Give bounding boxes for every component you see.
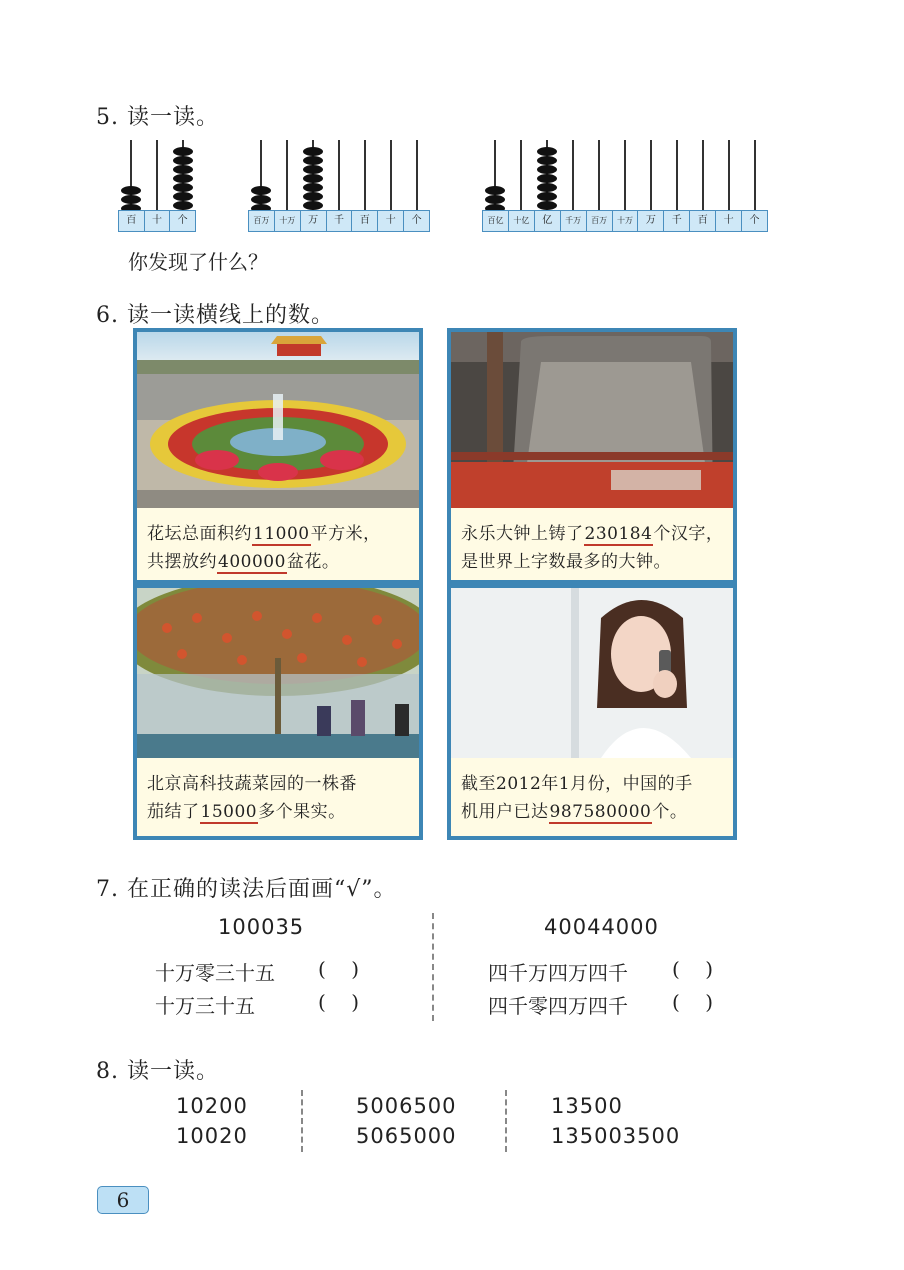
q8-col1-row1: 10200 — [176, 1094, 248, 1118]
q8-col1-row2: 10020 — [176, 1124, 248, 1148]
q8-title: 8. 读一读。 — [96, 1059, 219, 1084]
abacus-3-labels: 百亿 十亿 亿 千万 百万 十万 万 千 百 十 个 — [482, 210, 768, 232]
q6-title: 6. 读一读横线上的数。 — [96, 303, 334, 328]
q7-left-answer-2[interactable]: ( ) — [318, 990, 360, 1014]
card-flower-bed — [133, 328, 423, 584]
flower-bed-photo — [137, 332, 419, 508]
q7-left-option-2: 十万三十五 — [155, 994, 255, 1018]
abacus-1-labels: 百 十 个 — [118, 210, 196, 232]
page-number: 6 — [97, 1186, 149, 1214]
q7-right-option-1: 四千万四万四千 — [488, 961, 628, 985]
abacus-3 — [482, 140, 766, 232]
q7-right-number: 40044000 — [544, 915, 659, 939]
abacus-2 — [248, 140, 430, 232]
q7-right-answer-2[interactable]: ( ) — [672, 990, 714, 1014]
q8-col2-row1: 5006500 — [356, 1094, 457, 1118]
abacus-1 — [118, 140, 196, 232]
card-yongle-bell-caption: 永乐大钟上铸了230184个汉字， 是世界上字数最多的大钟。 — [461, 524, 724, 572]
q7-left-number: 100035 — [218, 915, 305, 939]
q8-divider-1 — [301, 1090, 303, 1152]
card-flower-bed-caption: 花坛总面积约11000平方米， 共摆放约400000盆花。 — [147, 524, 381, 572]
phone-user-photo — [451, 588, 733, 758]
card-phone-user-caption: 截至2012年1月份，中国的手 机用户已达987580000个。 — [461, 774, 693, 822]
q7-right-option-2: 四千零四万四千 — [488, 994, 628, 1018]
q7-left-option-1: 十万零三十五 — [155, 961, 275, 985]
q7-left-answer-1[interactable]: ( ) — [318, 957, 360, 981]
q8-col3-row1: 13500 — [551, 1094, 623, 1118]
q7-title: 7. 在正确的读法后面画“√”。 — [96, 877, 397, 902]
q7-divider — [432, 913, 434, 1021]
card-phone-user — [447, 584, 737, 840]
q7-right-answer-1[interactable]: ( ) — [672, 957, 714, 981]
bell-photo — [451, 332, 733, 508]
q5-prompt: 你发现了什么？ — [128, 250, 268, 274]
card-tomato-tree — [133, 584, 423, 840]
abacus-2-labels: 百万 十万 万 千 百 十 个 — [248, 210, 430, 232]
q5-title: 5. 读一读。 — [96, 105, 219, 130]
tomato-tree-photo — [137, 588, 419, 758]
card-yongle-bell — [447, 328, 737, 584]
q8-col3-row2: 135003500 — [551, 1124, 681, 1148]
card-tomato-tree-caption: 北京高科技蔬菜园的一株番 茄结了15000多个果实。 — [147, 774, 357, 822]
q8-col2-row2: 5065000 — [356, 1124, 457, 1148]
q8-divider-2 — [505, 1090, 507, 1152]
